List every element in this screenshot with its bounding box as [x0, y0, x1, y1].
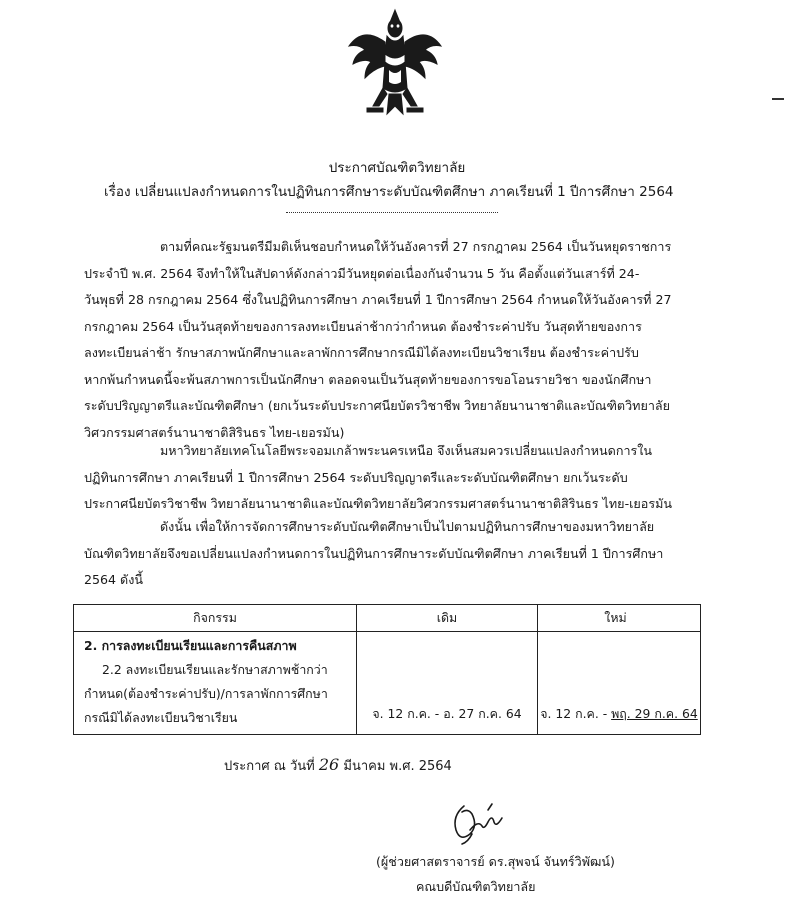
old-date-cell: จ. 12 ก.ค. - อ. 27 ก.ค. 64: [357, 632, 538, 735]
new-date-start: จ. 12 ก.ค. -: [540, 706, 612, 721]
paragraph-line: หากพ้นกำหนดนี้จะพ้นสภาพการเป็นนักศึกษา ตลอดจนเป็นวันสุดท้ายของการขอโอนรายวิชา ของนักศึกษา: [84, 371, 652, 387]
paragraph-line: ระดับปริญญาตรีและบัณฑิตศึกษา (ยกเว้นระดับประกาศนียบัตรวิชาชีพ วิทยาลัยนานาชาติและบัณฑิตวิทยาลัย: [84, 398, 671, 413]
header-activity: กิจกรรม: [74, 605, 357, 632]
paragraph-line: ปฏิทินการศึกษา ภาคเรียนที่ 1 ปีการศึกษา 2564 ระดับปริญญาตรีและระดับบัณฑิตศึกษา ยกเว้นระดับ: [84, 469, 628, 485]
announce-prefix: ประกาศ ณ วันที่: [224, 759, 315, 774]
dotted-separator: [286, 202, 498, 213]
paragraph-line: ตามที่คณะรัฐมนตรีมีมติเห็นชอบกำหนดให้วันอังคารที่ 27 กรกฎาคม 2564 เป็นวันหยุดราชการ: [160, 239, 672, 254]
schedule-change-table: [73, 604, 701, 735]
activity-item-line: กำหนด(ต้องชำระค่าปรับ)/การลาพักการศึกษา: [84, 686, 328, 701]
announcement-subject: เรื่อง เปลี่ยนแปลงกำหนดการในปฏิทินการศึกษาระดับบัณฑิตศึกษา ภาคเรียนที่ 1 ปีการศึกษา 2564: [104, 184, 674, 200]
paragraph-line: กรกฎาคม 2564 เป็นวันสุดท้ายของการลงทะเบียนล่าช้ากว่ากำหนด ต้องชำระค่าปรับ วันสุดท้ายของการ: [84, 318, 642, 334]
announcement-date: [224, 755, 452, 776]
paragraph-line: ดังนั้น เพื่อให้การจัดการศึกษาระดับบัณฑิตศึกษาเป็นไปตามปฏิทินการศึกษาของมหาวิทยาลัย: [160, 519, 655, 534]
garuda-emblem-icon: [343, 6, 447, 120]
signer-name: (ผู้ช่วยศาสตราจารย์ ดร.สุพจน์ จันทร์วิพัฒน์): [376, 854, 615, 869]
signer-position: คณบดีบัณฑิตวิทยาลัย: [416, 879, 536, 894]
paragraph-line: ประจำปี พ.ศ. 2564 จึงทำให้ในสัปดาห์ดังกล่าวมีวันหยุดต่อเนื่องกันจำนวน 5 วัน คือตั้งแต่วันเสาร์ที่ 24-: [84, 265, 640, 281]
announce-suffix: มีนาคม พ.ศ. 2564: [343, 759, 452, 774]
paragraph-line: วิศวกรรมศาสตร์นานาชาติสิรินธร ไทย-เยอรมัน): [84, 424, 345, 440]
paragraph-1: [84, 234, 714, 446]
announcement-org-title: ประกาศบัณฑิตวิทยาลัย: [328, 160, 466, 176]
activity-item-line: 2.2 ลงทะเบียนเรียนและรักษาสภาพช้ากว่า: [102, 662, 328, 677]
paragraph-line: มหาวิทยาลัยเทคโนโลยีพระจอมเกล้าพระนครเหนือ จึงเห็นสมควรเปลี่ยนแปลงกำหนดการใน: [160, 443, 653, 458]
announce-day-handwritten: 26: [318, 755, 340, 774]
paragraph-line: ประกาศนียบัตรวิชาชีพ วิทยาลัยนานาชาติและบัณฑิตวิทยาลัยวิศวกรรมศาสตร์นานาชาติสิรินธร ไทย-เยอรมัน: [84, 496, 673, 511]
paragraph-line: 2564 ดังนี้: [84, 572, 143, 587]
paragraph-line: บัณฑิตวิทยาลัยจึงขอเปลี่ยนแปลงกำหนดการในปฏิทินการศึกษาระดับบัณฑิตศึกษา ภาคเรียนที่ 1 ปีการศึกษา: [84, 545, 664, 561]
activity-item-line: กรณีมิได้ลงทะเบียนวิชาเรียน: [84, 710, 238, 725]
header-old: เดิม: [357, 605, 538, 632]
header-new: ใหม่: [538, 605, 701, 632]
activity-section-title: 2. การลงทะเบียนเรียนและการคืนสภาพ: [84, 638, 297, 653]
new-date-end: พฤ. 29 ก.ค. 64: [611, 706, 698, 721]
new-date-cell: [538, 632, 701, 735]
paragraph-3: [84, 514, 714, 594]
paragraph-2: [84, 438, 714, 518]
page-corner-mark: [772, 98, 784, 100]
table-row: [74, 632, 701, 735]
handwritten-signature-icon: [448, 800, 504, 846]
paragraph-line: วันพุธที่ 28 กรกฎาคม 2564 ซึ่งในปฏิทินการศึกษา ภาคเรียนที่ 1 ปีการศึกษา 2564 กำหนดให้วันอังคารที่ 27: [84, 292, 672, 307]
activity-cell: [74, 632, 357, 735]
paragraph-line: ลงทะเบียนล่าช้า รักษาสภาพนักศึกษาและลาพักการศึกษากรณีมิได้ลงทะเบียนวิชาเรียน ต้องชำระค่าปรับ: [84, 345, 639, 360]
table-header-row: [74, 605, 701, 632]
